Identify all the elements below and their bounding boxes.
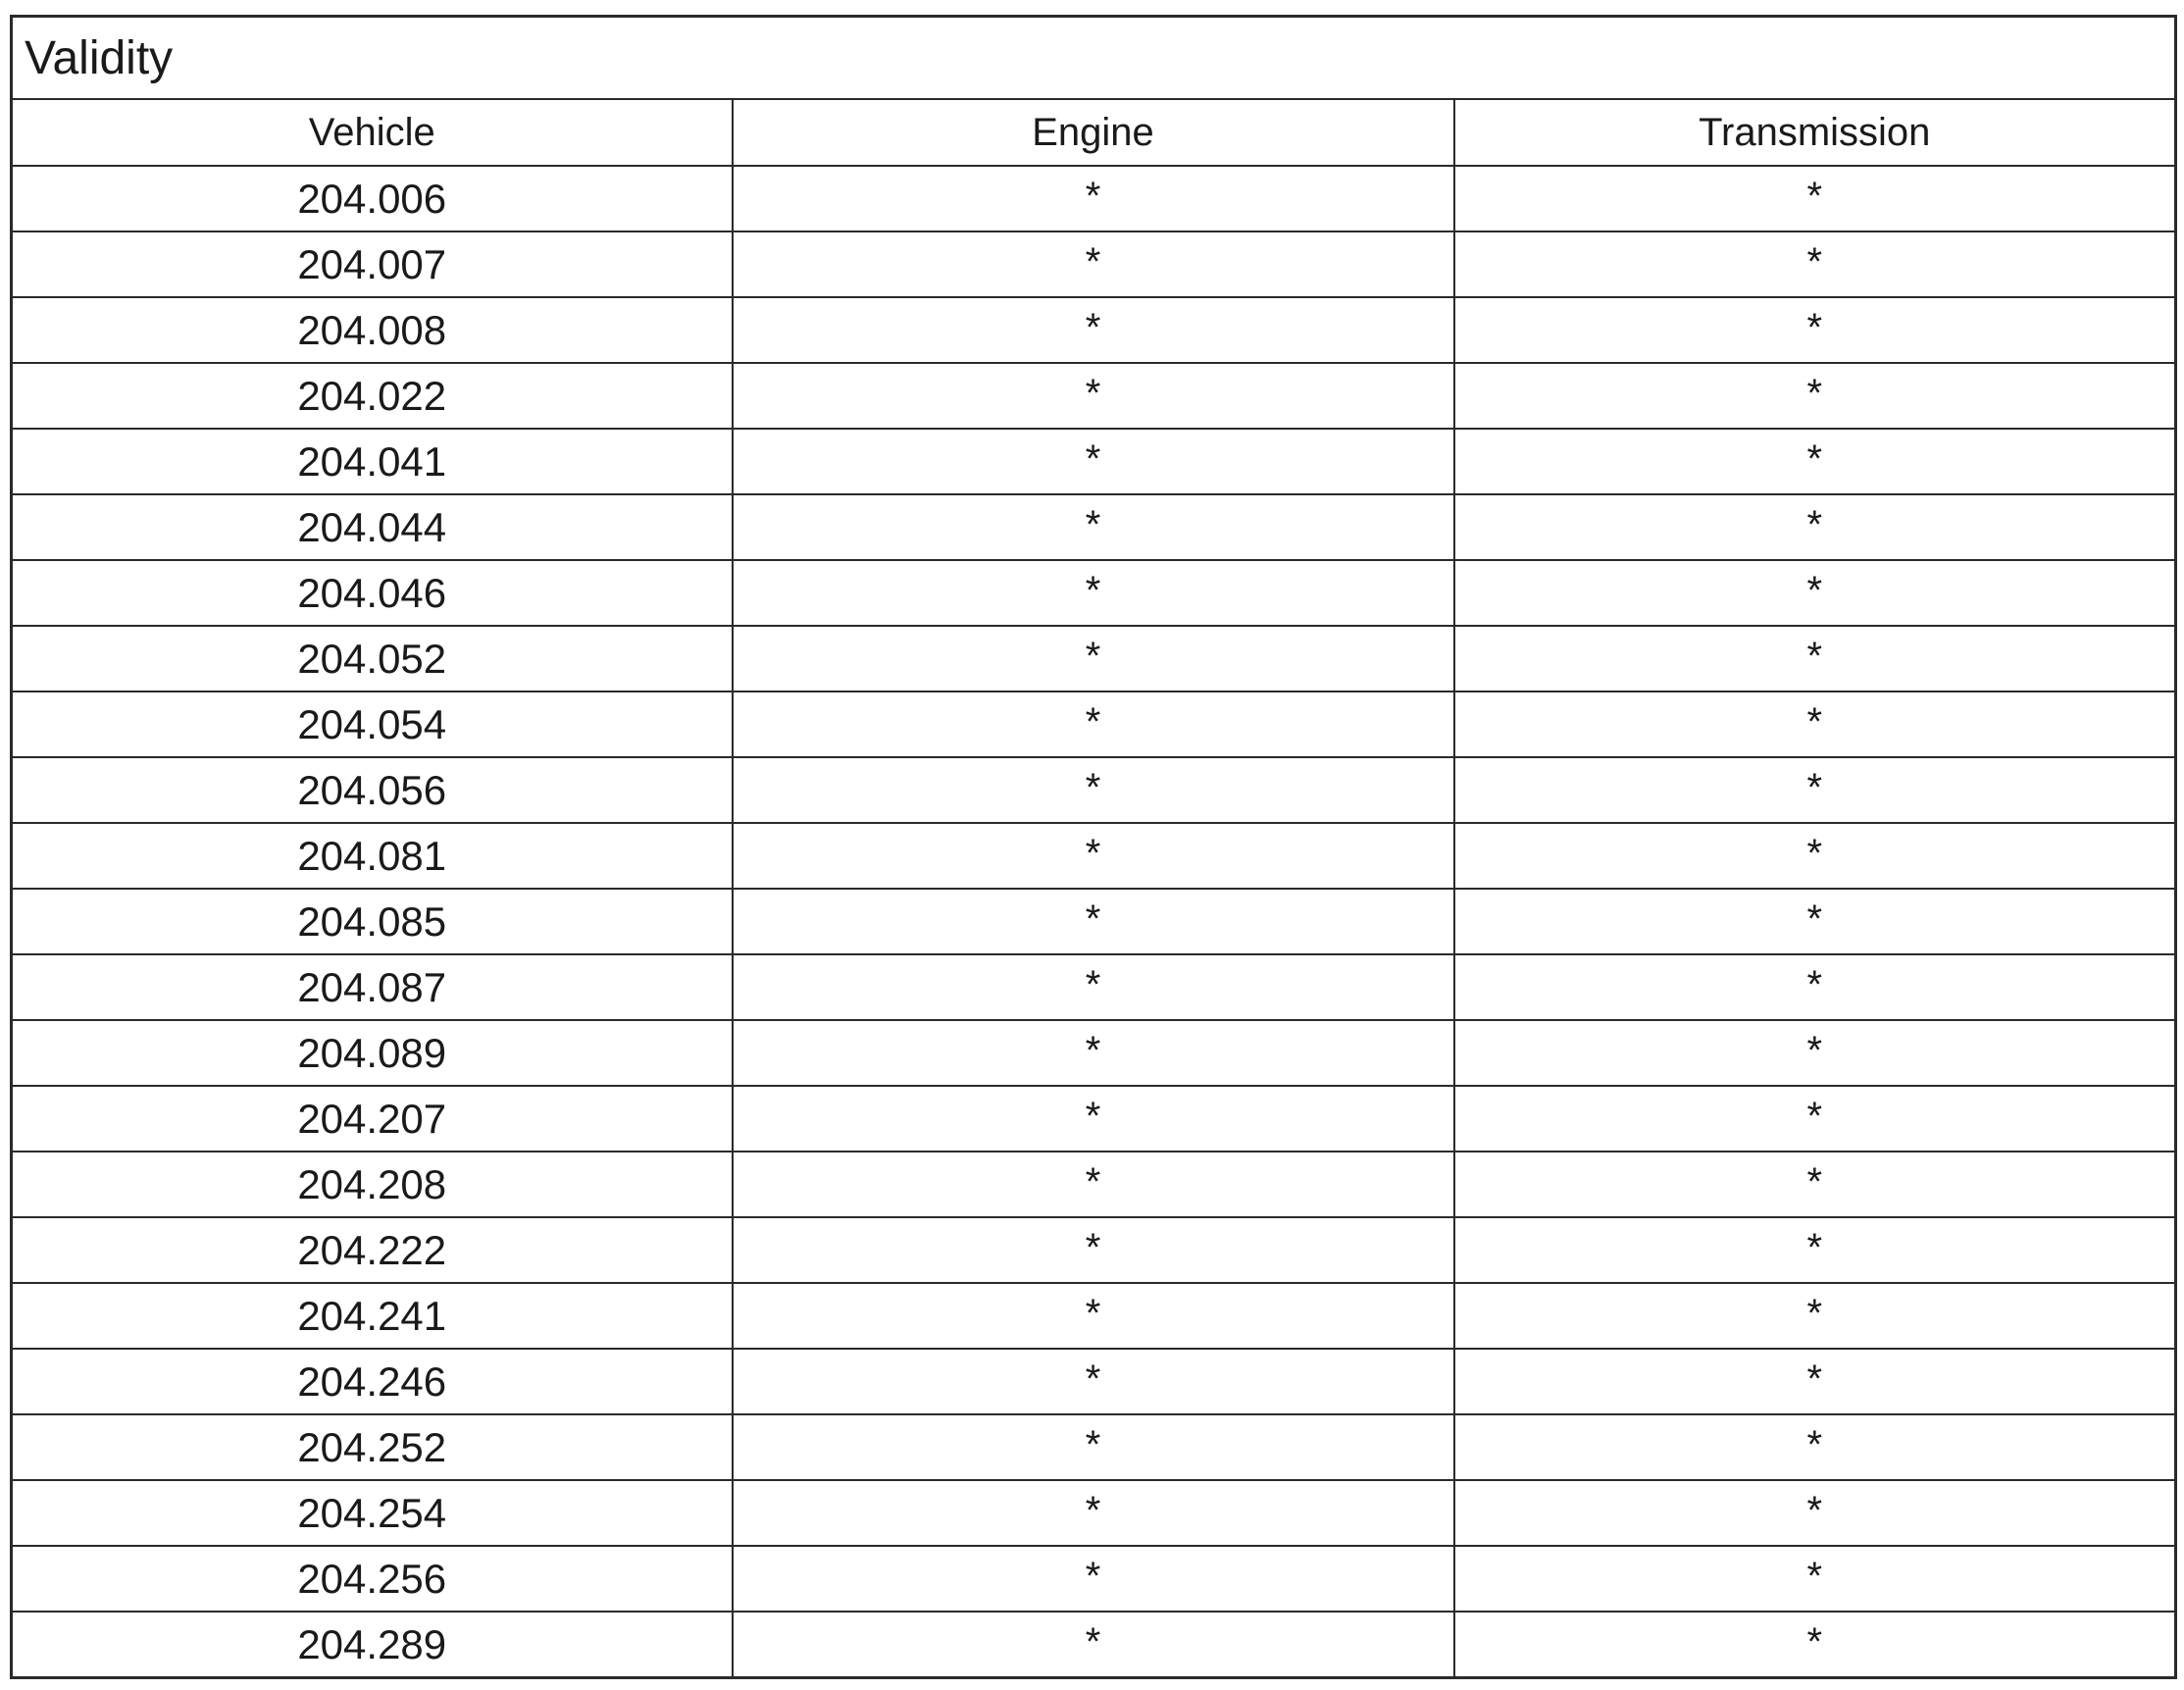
engine-cell: * [733,1086,1454,1152]
vehicle-cell: 204.254 [12,1480,733,1546]
vehicle-cell: 204.044 [12,494,733,560]
transmission-cell: * [1454,954,2176,1020]
table-row [12,823,2176,889]
transmission-cell: * [1454,889,2176,954]
table-row [12,494,2176,560]
engine-cell: * [733,954,1454,1020]
vehicle-cell: 204.007 [12,231,733,297]
transmission-cell: * [1454,1152,2176,1217]
vehicle-cell: 204.008 [12,297,733,363]
transmission-cell: * [1454,1086,2176,1152]
table-body [12,166,2176,1678]
table-title: Validity [12,17,2176,100]
engine-cell: * [733,889,1454,954]
engine-cell: * [733,363,1454,429]
column-header-engine: Engine [733,99,1454,166]
table-row [12,363,2176,429]
vehicle-cell: 204.246 [12,1349,733,1414]
vehicle-cell: 204.054 [12,691,733,757]
table-row [12,166,2176,231]
vehicle-cell: 204.222 [12,1217,733,1283]
table-row [12,1349,2176,1414]
table-row [12,560,2176,626]
table-row [12,1546,2176,1612]
table-row [12,1020,2176,1086]
table-row [12,691,2176,757]
engine-cell: * [733,1217,1454,1283]
vehicle-cell: 204.022 [12,363,733,429]
table-row [12,954,2176,1020]
vehicle-cell: 204.087 [12,954,733,1020]
vehicle-cell: 204.208 [12,1152,733,1217]
transmission-cell: * [1454,231,2176,297]
column-header-transmission: Transmission [1454,99,2176,166]
engine-cell: * [733,166,1454,231]
transmission-cell: * [1454,1217,2176,1283]
table-row [12,1152,2176,1217]
vehicle-cell: 204.241 [12,1283,733,1349]
table-row [12,626,2176,691]
table-row [12,889,2176,954]
engine-cell: * [733,560,1454,626]
column-header-vehicle: Vehicle [12,99,733,166]
validity-table [10,15,2177,1679]
table-row [12,231,2176,297]
vehicle-cell: 204.256 [12,1546,733,1612]
engine-cell: * [733,429,1454,494]
vehicle-cell: 204.289 [12,1612,733,1678]
transmission-cell: * [1454,1546,2176,1612]
engine-cell: * [733,494,1454,560]
engine-cell: * [733,1480,1454,1546]
transmission-cell: * [1454,1283,2176,1349]
engine-cell: * [733,1152,1454,1217]
table-row [12,1283,2176,1349]
vehicle-cell: 204.085 [12,889,733,954]
table-row [12,1414,2176,1480]
transmission-cell: * [1454,626,2176,691]
transmission-cell: * [1454,429,2176,494]
transmission-cell: * [1454,494,2176,560]
transmission-cell: * [1454,823,2176,889]
title-row [12,17,2176,100]
engine-cell: * [733,1414,1454,1480]
vehicle-cell: 204.089 [12,1020,733,1086]
vehicle-cell: 204.056 [12,757,733,823]
engine-cell: * [733,757,1454,823]
transmission-cell: * [1454,1480,2176,1546]
transmission-cell: * [1454,1414,2176,1480]
table-row [12,297,2176,363]
vehicle-cell: 204.052 [12,626,733,691]
transmission-cell: * [1454,297,2176,363]
transmission-cell: * [1454,560,2176,626]
engine-cell: * [733,691,1454,757]
table-row [12,1086,2176,1152]
table-row [12,757,2176,823]
engine-cell: * [733,823,1454,889]
vehicle-cell: 204.041 [12,429,733,494]
transmission-cell: * [1454,1612,2176,1678]
engine-cell: * [733,231,1454,297]
table-row [12,1217,2176,1283]
vehicle-cell: 204.081 [12,823,733,889]
engine-cell: * [733,297,1454,363]
engine-cell: * [733,626,1454,691]
transmission-cell: * [1454,363,2176,429]
transmission-cell: * [1454,1349,2176,1414]
vehicle-cell: 204.207 [12,1086,733,1152]
transmission-cell: * [1454,166,2176,231]
header-row [12,99,2176,166]
vehicle-cell: 204.046 [12,560,733,626]
vehicle-cell: 204.006 [12,166,733,231]
table-row [12,1612,2176,1678]
table-row [12,429,2176,494]
engine-cell: * [733,1612,1454,1678]
engine-cell: * [733,1020,1454,1086]
engine-cell: * [733,1546,1454,1612]
transmission-cell: * [1454,757,2176,823]
validity-document [10,15,2174,1679]
transmission-cell: * [1454,691,2176,757]
engine-cell: * [733,1349,1454,1414]
transmission-cell: * [1454,1020,2176,1086]
table-row [12,1480,2176,1546]
vehicle-cell: 204.252 [12,1414,733,1480]
engine-cell: * [733,1283,1454,1349]
